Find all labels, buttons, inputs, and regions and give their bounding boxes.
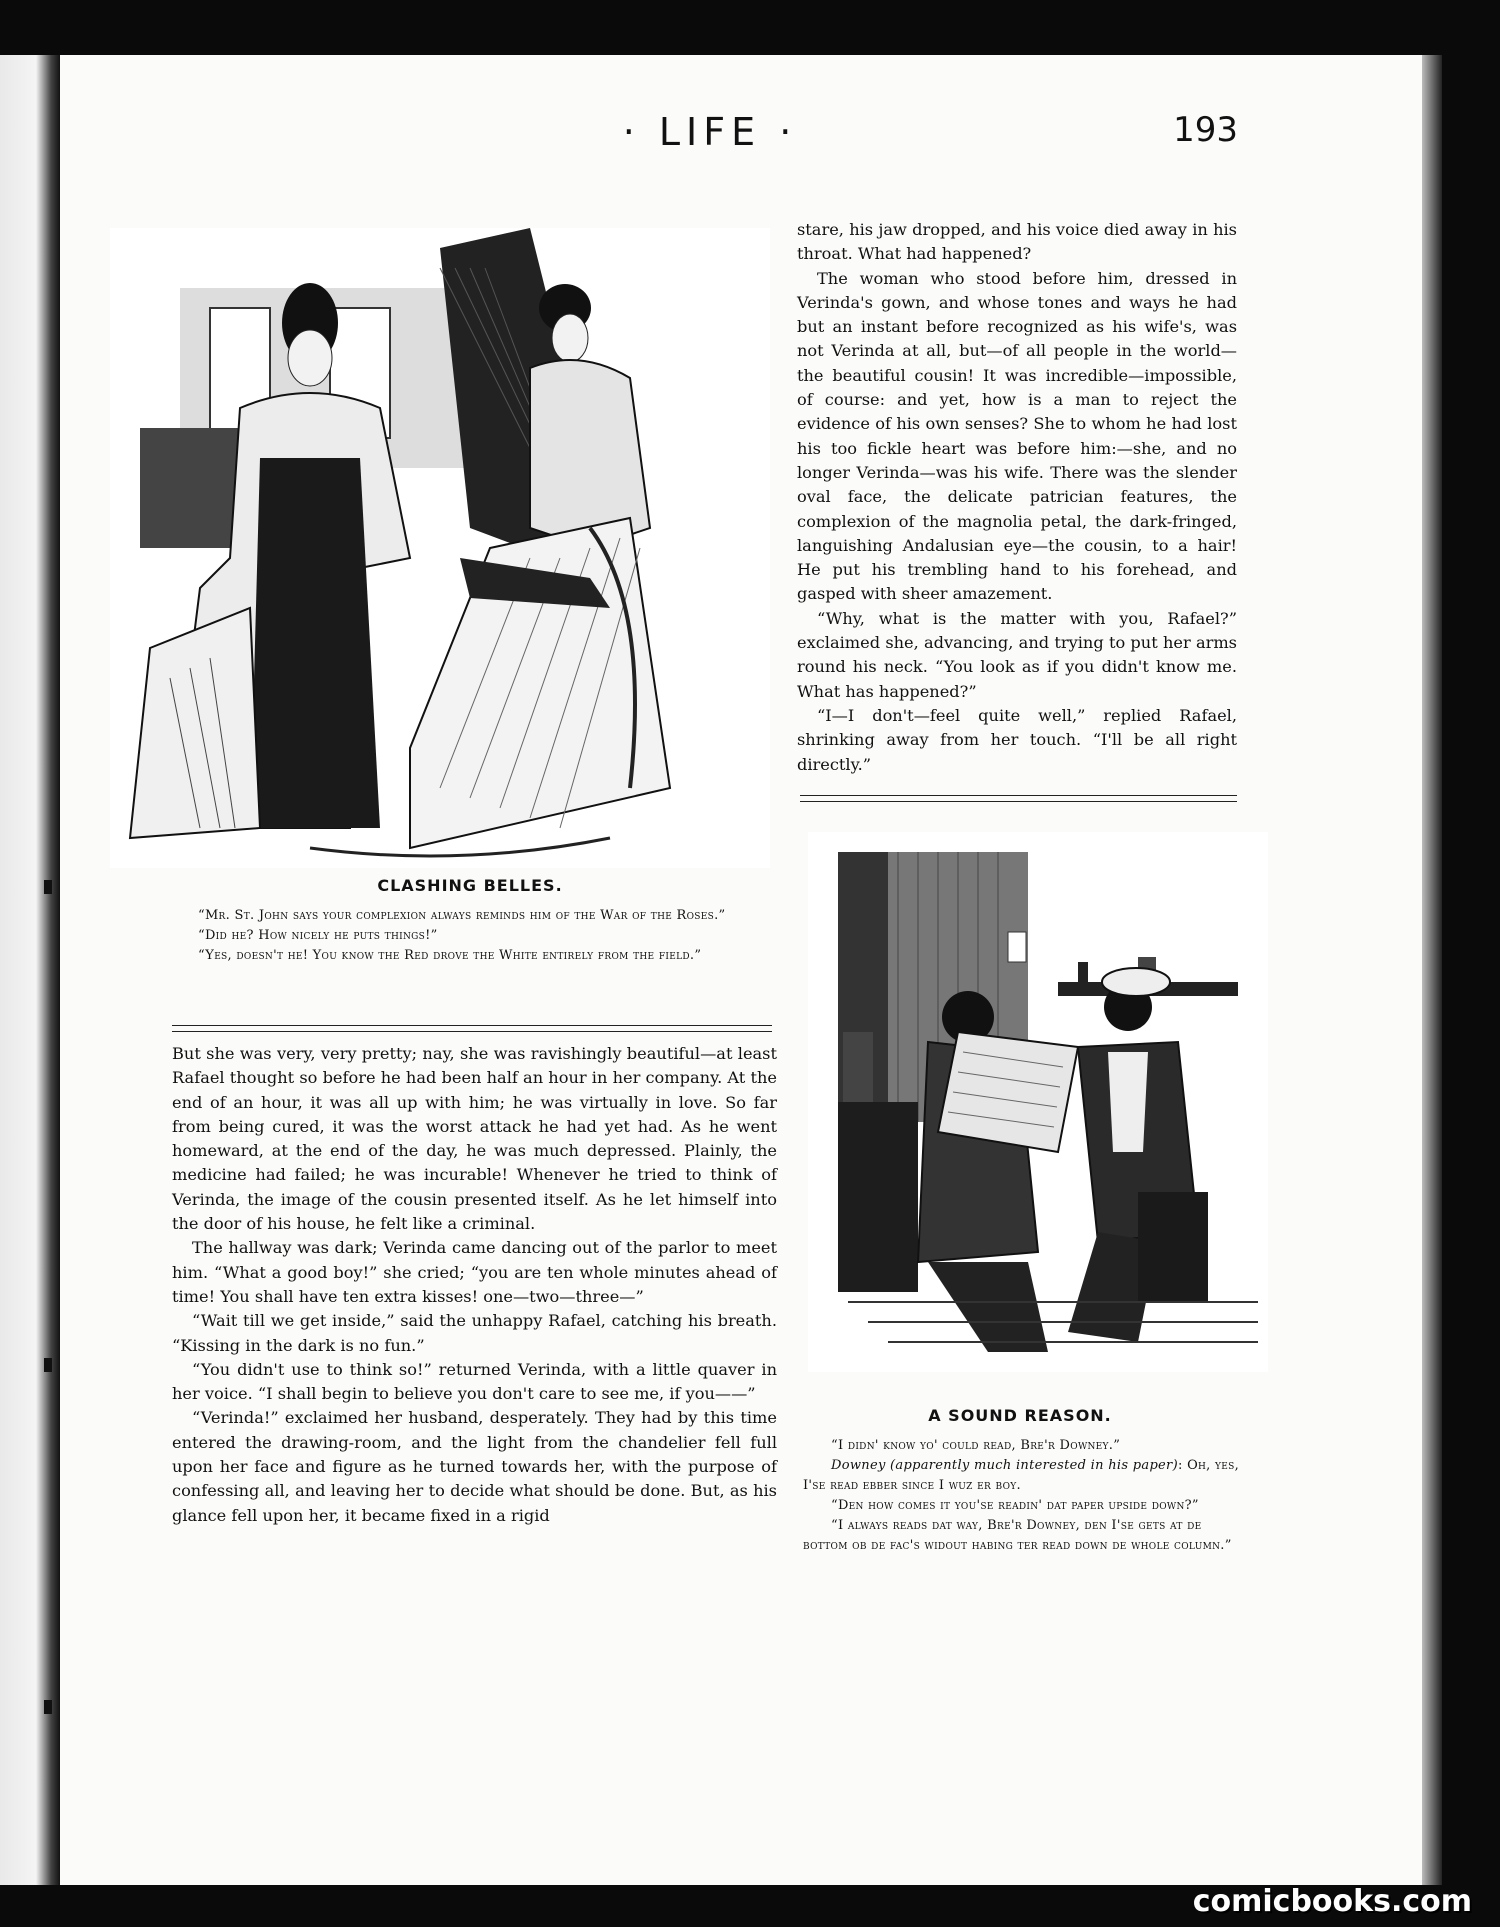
ladies-engraving [110,228,770,868]
dialogue-line: “Yes, doesn't he! You know the Red drove the White entirely from the field.” [198,948,702,963]
speaker-name: Downey [831,1458,886,1473]
site-watermark: comicbooks.com [1192,1884,1472,1919]
dialogue-line: “I always reads dat way, Bre'r Downey, den I'se gets at de bottom ob de fac's widout habing ter read down de whole column.” [803,1518,1232,1553]
story-column-left [172,1042,777,1528]
section-divider [172,1025,772,1032]
caption-dialogue-right [803,1436,1243,1556]
page-edge-shadow [1422,55,1442,1885]
dialogue-line [803,1456,1243,1496]
dialogue-line: “Did he? How nicely he puts things!” [198,928,438,943]
story-paragraph: “Why, what is the matter with you, Rafael?” exclaimed she, advancing, and trying to put her arms round his neck. “You look as if you didn't know me. What has happened?” [797,608,1237,701]
story-paragraph: “Wait till we get inside,” said the unhappy Rafael, catching his breath. “Kissing in the dark is no fun.” [172,1311,777,1355]
page-number: 193 [1173,110,1238,150]
dialogue-line: “Mr. St. John says your complexion always reminds him of the War of the Roses.” [198,908,726,923]
dialogue-line: “I didn' know yo' could read, Bre'r Downey.” [831,1438,1121,1453]
men-engraving [808,832,1268,1372]
story-paragraph: The hallway was dark; Verinda came dancing out of the parlor to meet him. “What a good boy!” she cried; “you are ten whole minutes ahead of time! You shall have ten extra kisses! one—two—three—” [172,1238,777,1306]
caption-title-clashing-belles: CLASHING BELLES. [377,876,563,895]
illustration-sound-reason [808,832,1268,1372]
binding-mark [44,1700,52,1714]
magazine-title: · LIFE · [622,110,798,154]
binding-mark [44,880,52,894]
caption-title-sound-reason: A SOUND REASON. [928,1406,1112,1425]
dialogue-line: “Den how comes it you'se readin' dat paper upside down?” [831,1498,1199,1513]
story-paragraph: stare, his jaw dropped, and his voice died away in his throat. What had happened? [797,220,1237,264]
story-column-right [797,218,1237,777]
story-paragraph: “You didn't use to think so!” returned Verinda, with a little quaver in her voice. “I shall begin to believe you don't care to see me, if you——” [172,1359,777,1404]
caption-dialogue-left [170,906,775,966]
story-paragraph: But she was very, very pretty; nay, she was ravishingly beautiful—at least Rafael thought so before he had been half an hour in her company. At the end of an hour, it was all up with him; he was virtually in love. So far from being cured, it was the worst attack he had yet had. As he went homeward, at the end of the day, he was much depressed. Plainly, the medicine had failed; he was incurable! Whenever he tried to think of Verinda, the image of the cousin presented itself. As he let himself into the door of his house, he felt like a criminal. [172,1044,777,1234]
story-paragraph: “I—I don't—feel quite well,” replied Rafael, shrinking away from her touch. “I'll be all right directly.” [797,705,1237,774]
section-divider [800,795,1237,802]
binding-mark [44,1358,52,1372]
story-paragraph: “Verinda!” exclaimed her husband, desperately. They had by this time entered the drawing-room, and the light from the chandelier fell full upon her face and figure as he turned towards her, with the purpose of confessing all, and leaving her to decide what should be done. But, as his glance fell upon her, it became fixed in a rigid [172,1408,777,1525]
illustration-clashing-belles [110,228,770,868]
dialogue-reply: : Oh, yes, I'se read ebber since I wuz er boy. [803,1458,1240,1493]
story-paragraph: The woman who stood before him, dressed in Verinda's gown, and whose tones and ways he had but an instant before recognized as his wife's, was not Verinda at all, but—of all people in the world—the beautiful cousin! It was incredible—impossible, of course: and yet, how is a man to reject the evidence of his own senses? She to whom he had lost his too fickle heart was before him:—she, and no longer Verinda—was his wife. There was the slender oval face, the delicate patrician features, the complexion of the magnolia petal, the dark-fringed, languishing Andalusian eye—the cousin, to a hair! He put his trembling hand to his forehead, and gasped with sheer amazement. [797,268,1237,604]
stage-direction: (apparently much interested in his paper) [890,1458,1178,1473]
facing-page-edge [0,55,60,1885]
